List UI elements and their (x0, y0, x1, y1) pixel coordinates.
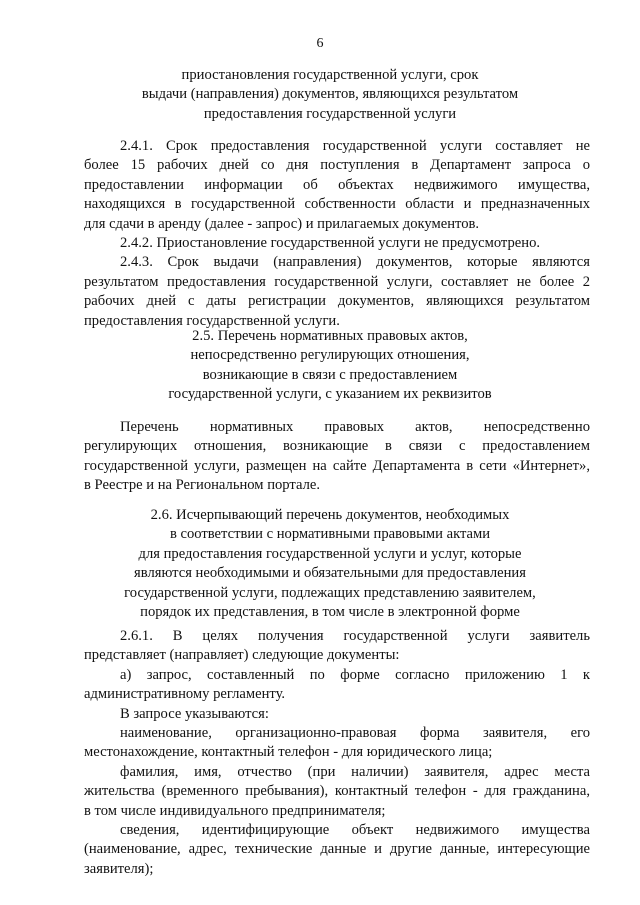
paragraph-line: В запросе указываются: (120, 705, 269, 722)
heading-line: в соответствии с нормативными правовыми актами (169, 526, 491, 543)
heading-line: порядок их представления, в том числе в электронной форме (140, 604, 520, 621)
heading-line: 2.6. Исчерпывающий перечень документов, необходимых (150, 507, 510, 523)
heading-2-5 (80, 327, 580, 405)
paragraph-line: заявителя); (84, 860, 154, 877)
heading-line: 2.5. Перечень нормативных правовых актов, (192, 328, 468, 344)
paragraph-line: представляет (направляет) следующие документы: (84, 647, 400, 664)
paragraph-line: государственной услуги, размещен на сайте Департамента в сети «Интернет», (84, 457, 590, 474)
paragraph-line: регулирующих отношения, возникающие в связи с предоставлением (84, 438, 590, 455)
paragraph-line: 2.4.2. Приостановление государственной услуги не предусмотрено. (120, 234, 541, 251)
heading-line: выдачи (направления) документов, являющихся результатом (141, 86, 519, 103)
paragraph-line: местонахождение, контактный телефон - для юридического лица; (84, 744, 493, 761)
paragraph-line: для сдачи в аренду (далее - запрос) и прилагаемых документов. (84, 215, 480, 232)
heading-line: приостановления государственной услуги, срок (181, 67, 479, 83)
paragraph-line: в том числе индивидуального предпринимателя; (84, 802, 386, 819)
section-2-4 (84, 137, 590, 331)
heading-2-4 (80, 66, 580, 124)
heading-line: предоставления государственной услуги (203, 105, 457, 122)
paragraph-line: фамилия, имя, отчество (при наличии) заявителя, адрес места (120, 763, 590, 780)
paragraph-line: предоставления государственной услуги. (84, 312, 340, 329)
paragraph-line: в Реестре и на Региональном портале. (84, 477, 320, 494)
paragraph-line: предоставлении информации об объектах недвижимого имущества, (84, 176, 590, 193)
paragraph-line: находящихся в государственной собственности области и предназначенных (84, 196, 590, 213)
section-2-6 (84, 627, 590, 879)
paragraph-line: наименование, организационно-правовая форма заявителя, его (120, 724, 590, 741)
paragraph-line: административному регламенту. (84, 686, 286, 703)
paragraph-line: Перечень нормативных правовых актов, непосредственно (120, 419, 590, 435)
paragraph-line: рабочих дней с даты регистрации документов, являющихся результатом (84, 293, 590, 310)
heading-line: государственной услуги, подлежащих представлению заявителем, (124, 584, 536, 601)
paragraph-line: жительства (временного пребывания), контактный телефон - для гражданина, (84, 783, 590, 800)
heading-line: для предоставления государственной услуги и услуг, которые (138, 545, 522, 562)
paragraph-line: 2.4.1. Срок предоставления государственной услуги составляет не (120, 138, 590, 154)
heading-line: непосредственно регулирующих отношения, (190, 347, 470, 364)
paragraph-line: более 15 рабочих дней со дня поступления в Департамент запроса о (84, 157, 590, 174)
heading-2-6 (80, 506, 580, 622)
paragraph-line: 2.4.3. Срок выдачи (направления) документов, которые являются (120, 254, 590, 271)
heading-line: возникающие в связи с предоставлением (202, 366, 458, 383)
heading-line: государственной услуги, с указанием их реквизитов (168, 386, 492, 403)
paragraph-line: результатом предоставления государственной услуги, составляет не более 2 (84, 273, 590, 290)
section-2-5 (84, 418, 590, 496)
paragraph-line: 2.6.1. В целях получения государственной услуги заявитель (120, 628, 590, 644)
paragraph-line: (наименование, адрес, технические данные и другие данные, интересующие (84, 841, 590, 858)
paragraph-line: а) запрос, составленный по форме согласно приложению 1 к (120, 666, 590, 683)
page-number: 6 (316, 36, 324, 51)
paragraph-line: сведения, идентифицирующие объект недвижимого имущества (120, 821, 590, 838)
heading-line: являются необходимыми и обязательными для предоставления (134, 565, 526, 582)
